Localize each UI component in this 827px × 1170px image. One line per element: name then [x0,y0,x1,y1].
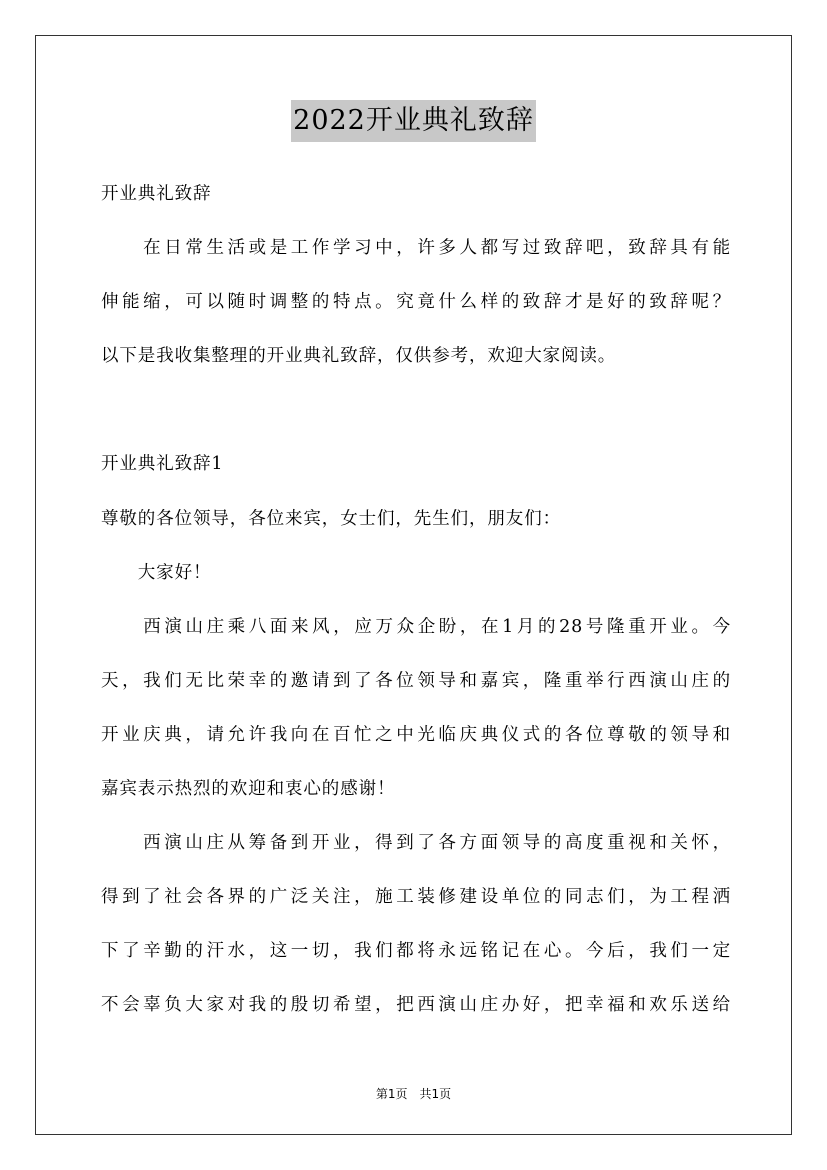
paragraph-line: 下了辛勤的汗水，这一切，我们都将永远铭记在心。今后，我们一定 [101,941,731,961]
paragraph-line: 得到了社会各界的广泛关注，施工装修建设单位的同志们，为工程洒 [101,887,731,907]
paragraph-line: 西演山庄从筹备到开业，得到了各方面领导的高度重视和关怀， [101,833,731,853]
title-container [0,100,827,142]
paragraph-line: 不会辜负大家对我的殷切希望，把西演山庄办好，把幸福和欢乐送给 [101,995,731,1015]
subsection-heading: 开业典礼致辞1 [101,454,224,474]
paragraph-line: 西演山庄乘八面来风，应万众企盼，在1月的28号隆重开业。今 [101,617,731,637]
paragraph-line: 天，我们无比荣幸的邀请到了各位领导和嘉宾，隆重举行西演山庄的 [101,671,731,691]
greeting-line: 大家好！ [101,563,212,583]
paragraph-line: 伸能缩，可以随时调整的特点。究竟什么样的致辞才是好的致辞呢？ [101,292,731,312]
paragraph-line: 在日常生活或是工作学习中，许多人都写过致辞吧，致辞具有能 [101,238,731,258]
section-heading: 开业典礼致辞 [101,184,212,204]
paragraph-line: 嘉宾表示热烈的欢迎和衷心的感谢！ [101,779,396,799]
paragraph-line: 以下是我收集整理的开业典礼致辞，仅供参考，欢迎大家阅读。 [101,346,617,366]
salutation-line: 尊敬的各位领导，各位来宾，女士们，先生们，朋友们： [101,509,561,529]
document-title: 2022开业典礼致辞 [291,100,536,142]
page-number-footer: 第1页 共1页 [375,1087,452,1101]
paragraph-line: 开业庆典，请允许我向在百忙之中光临庆典仪式的各位尊敬的领导和 [101,725,731,745]
